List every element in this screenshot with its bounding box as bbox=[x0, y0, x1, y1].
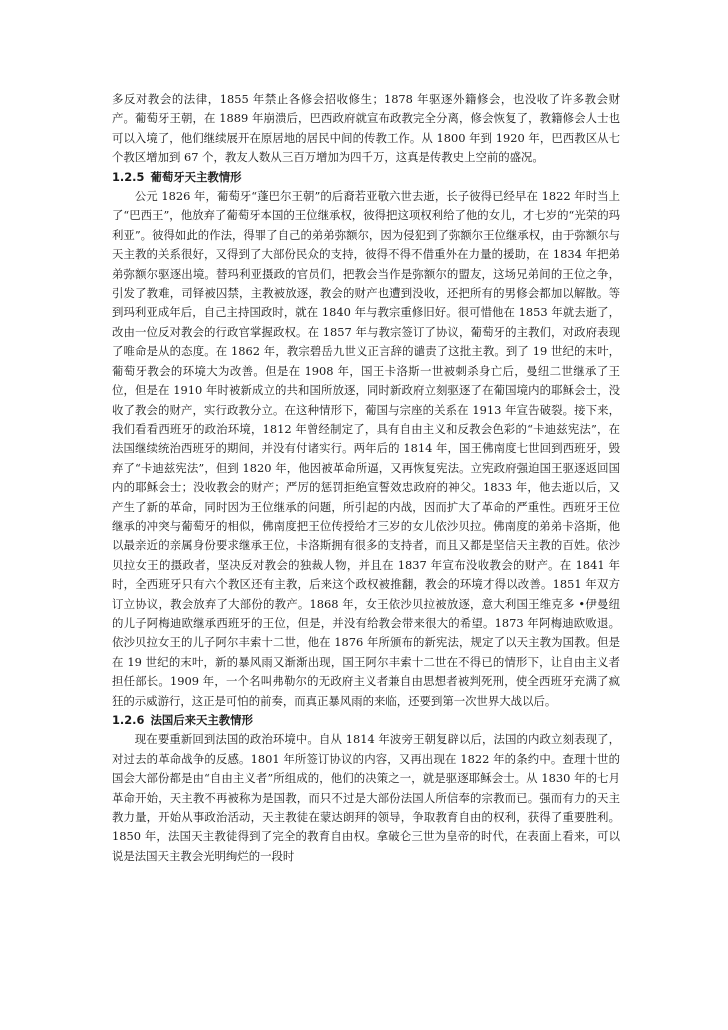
document-page bbox=[112, 90, 620, 866]
intro-paragraph: 多反对教会的法律，1855 年禁止各修会招收修生；1878 年驱逐外籍修会，也没收了许多教会财产。葡萄牙王朝，在 1889 年崩溃后，巴西政府就宣布政教完全分离，修会恢复了，教籍修会人士也可以入境了，他们继续展开在原居地的居民中间的传教工作。从 1800 年到 1920 年，巴西教区从七个教区增加到 67 个，教友人数从三百万增加为四千万，这真是传教史上空前的盛况。 bbox=[112, 92, 620, 165]
section-body-france: 现在要重新回到法国的政治环境中。自从 1814 年波旁王朝复辟以后，法国的内政立刻表现了，对过去的革命战争的反感。1801 年所签订协议的内容，又再出现在 1822 年的条约中。查理十世的国会大部份都是由“自由主义者”所组成的，他们的决策之一，就是驱逐耶稣会士。从 1830 年的七月革命开始，天主教不再被称为是国教，而只不过是大部份法国人所信奉的宗教而已。强而有力的天主教力量，开始从事政治活动，天主教徒在蒙达朗拜的领导，争取教育自由的权利，获得了重要胜利。1850 年，法国天主教徒得到了完全的教育自由权。拿破仑三世为皇帝的时代，在表面上看来，可以说是法国天主教会光明绚烂的一段时 bbox=[112, 732, 620, 863]
section-heading-france bbox=[112, 711, 620, 730]
section-number: 1.2.5 bbox=[112, 169, 145, 184]
section-number: 1.2.6 bbox=[112, 713, 145, 727]
section-title: 法国后来天主教情形 bbox=[150, 713, 253, 727]
section-title: 葡萄牙天主教情形 bbox=[150, 169, 242, 184]
section-heading-portugal bbox=[112, 168, 620, 187]
section-body-portugal: 公元 1826 年，葡萄牙“蓬巴尔王朝”的后裔若亚敬六世去逝，长子彼得已经早在 1822 年时当上了“巴西王”，他放弃了葡萄牙本国的王位继承权，彼得把这项权利给了他的女儿，才七岁的“光荣的玛利亚”。彼得如此的作法，得罪了自己的弟弟弥额尔，因为侵犯到了弥额尔王位继承权，由于弥额尔与天主教的关系很好，又得到了大部份民众的支持，彼得不得不借重外在力量的援助，在 1834 年把弟弟弥额尔驱逐出境。替玛利亚摄政的官员们，把教会当作是弥额尔的盟友，这场兄弟间的王位之争，引发了教难，司铎被囚禁，主教被放逐，教会的财产也遭到没收，还把所有的男修会都加以解散。等到玛利亚成年后，自己主持国政时，就在 1840 年与教宗重修旧好。很可惜他在 1853 年就去逝了，改由一位反对教会的行政官掌握政权。在 1857 年与教宗签订了协议，葡萄牙的主教们，对政府表现了唯命是从的态度。在 1862 年，教宗碧岳九世义正言辞的谴责了这批主教。到了 19 世纪的末叶，葡萄牙教会的环境大为改善。但是在 1908 年，国王卡洛斯一世被刺杀身亡后，曼纽二世继承了王位，但是在 1910 年时被新成立的共和国所放逐，同时新政府立刻驱逐了在葡国境内的耶稣会士，没收了教会的财产，实行政教分立。在这种情形下，葡国与宗座的关系在 1913 年宣告破裂。接下来，我们看看西班牙的政治环境，1812 年曾经制定了，具有自由主义和反教会色彩的“卡迪兹宪法”，在法国继续统治西班牙的期间，并没有付诸实行。两年后的 1814 年，国王佛南度七世回到西班牙，毁弃了“卡迪兹宪法”，但到 1820 年，他因被革命所逼，又再恢复宪法。立宪政府强迫国王驱逐返回国内的耶稣会士；没收教会的财产；严厉的惩罚拒绝宣誓效忠政府的神父。1833 年，他去逝以后，又产生了新的革命，同时因为王位继承的问题，所引起的内战，因而扩大了革命的严重性。西班牙王位继承的冲突与葡萄牙的相似，佛南度把王位传授给才三岁的女儿依沙贝拉。佛南度的弟弟卡洛斯，他以最亲近的亲属身份要求继承王位，卡洛斯拥有很多的支持者，而且又都是坚信天主教的百姓。依沙贝拉女王的摄政者，坚决反对教会的独裁人物，并且在 1837 年宣布没收教会的财产。在 1841 年时，全西班牙只有六个教区还有主教，后来这个政权被推翻，教会的环境才得以改善。1851 年双方订立协议，教会放弃了大部份的教产。1868 年，女王依沙贝拉被放逐，意大利国王维克多 •伊曼纽的儿子阿梅迪欧继承西班牙的王位，但是，并没有给教会带来很大的希望。1873 年阿梅迪欧败退。依沙贝拉女王的儿子阿尔丰索十二世，他在 1876 年所颁布的新宪法，规定了以天主教为国教。但是在 19 世纪的末叶，新的暴风雨又渐渐出现，国王阿尔丰索十二世在不得已的情形下，让自由主义者担任部长。1909 年，一个名叫弗勒尔的无政府主义者兼自由思想者被判死刑，使全西班牙充满了疯狂的示威游行，这正是可怕的前奏，而真正暴风雨的来临，还要到第一次世界大战以后。 bbox=[112, 189, 620, 708]
